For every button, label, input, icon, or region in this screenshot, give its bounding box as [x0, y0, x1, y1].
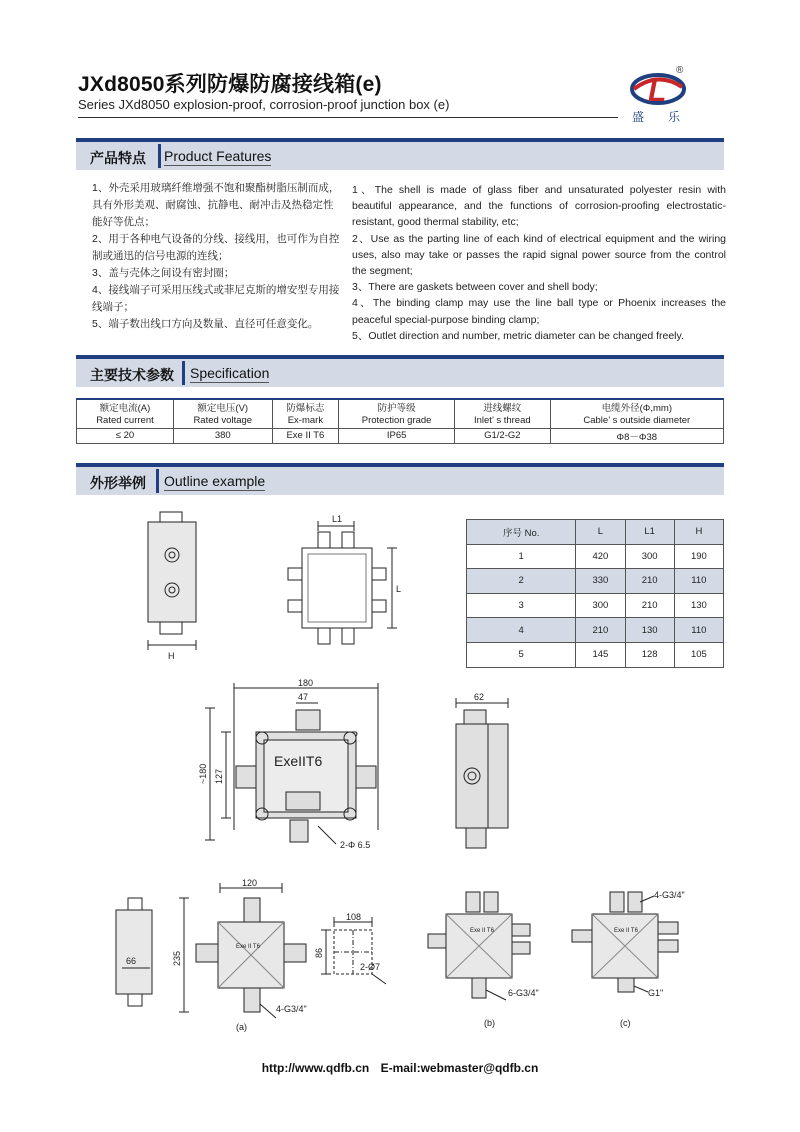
drawing-side-view-1	[148, 512, 196, 650]
feature-cn-item: 2、用于各种电气设备的分线、接线用，也可作为自控制或通迅的信号电源的连线；	[92, 233, 340, 262]
footer-email-link[interactable]: E-mail:webmaster@qdfb.cn	[380, 1061, 539, 1075]
dims-cell: 105	[674, 642, 723, 667]
feature-en-item: 1、The shell is made of glass fiber and unsaturated polyester resin with beautiful appearance, and the functions of corrosion-proofing electrostatic-resistant, good thermal stability, etc;	[352, 184, 726, 229]
exmark-label: Exe II T6	[236, 944, 260, 950]
dim-label: L1	[332, 514, 343, 524]
spec-header-cell: 防护等级	[339, 399, 455, 414]
dims-cell: 3	[467, 593, 576, 618]
spec-en-label: Specification	[190, 365, 270, 381]
outline-section-bar	[76, 463, 724, 495]
feature-en-item: 5、Outlet direction and number, metric diameter can be changed freely.	[352, 329, 684, 342]
dim-label: 4-G3/4"	[654, 890, 685, 900]
section-divider	[182, 361, 185, 385]
spec-header-cell: 电缆外径(Φ,mm)	[550, 399, 723, 414]
spec-header-en-row	[77, 414, 724, 428]
logo-mark: L	[648, 75, 667, 108]
dim-label: 120	[242, 878, 258, 888]
feature-cn-item: 1、外壳采用玻璃纤维增强不饱和聚酯树脂压制而成，具有外形美观、耐腐蚀、抗静电、耐冲击及热稳定性能好等优点；	[92, 182, 340, 228]
dims-cell: 420	[576, 544, 625, 569]
logo-text-2: 乐	[668, 110, 681, 124]
features-cn-list	[92, 180, 342, 333]
dims-cell: 4	[467, 618, 576, 643]
drawing-top-view-2	[288, 521, 397, 644]
dims-cell: 190	[674, 544, 723, 569]
dim-label: 2-Φ 6.5	[340, 840, 371, 850]
drawing-b	[428, 892, 530, 1000]
dims-cell: 300	[625, 544, 674, 569]
spec-value-cell: G1/2-G2	[455, 428, 551, 443]
section-divider	[156, 469, 159, 493]
features-section-bar	[76, 138, 724, 170]
dims-cell: 130	[625, 618, 674, 643]
page-title: JXd8050系列防爆防腐接线箱(e)	[78, 73, 382, 96]
dims-cell: 210	[576, 618, 625, 643]
dim-label: G1"	[648, 988, 664, 998]
features-en-list	[352, 182, 726, 344]
dims-header-cell: 序号 No.	[467, 520, 576, 545]
exmark-label: ExeIIT6	[274, 753, 323, 769]
dims-cell: 110	[674, 618, 723, 643]
spec-value-cell: ≤ 20	[77, 428, 174, 443]
spec-value-cell: IP65	[339, 428, 455, 443]
logo-registered-mark: ®	[676, 65, 684, 76]
section-divider	[158, 144, 161, 168]
logo-text-1: 盛	[632, 110, 645, 124]
drawing-side-view-4	[456, 698, 508, 848]
outline-drawings	[0, 500, 800, 1040]
dim-label: 66	[126, 956, 137, 966]
features-cn-label: 产品特点	[90, 150, 146, 166]
feature-cn-item: 4、接线端子可采用压线式或菲尼克斯的增安型专用接线端子；	[92, 284, 340, 313]
drawing-caption: (a)	[236, 1022, 247, 1032]
spec-header-cell: Inlet’ s thread	[455, 414, 551, 428]
dim-label: 6-G3/4"	[508, 988, 539, 998]
spec-header-cell: Rated current	[77, 414, 174, 428]
dim-label: ~180	[198, 763, 208, 784]
dim-label: 2-Ø7	[360, 962, 381, 972]
dims-cell: 5	[467, 642, 576, 667]
dim-label: L	[396, 584, 402, 594]
spec-cn-label: 主要技术参数	[90, 367, 174, 383]
dims-header-cell: H	[674, 520, 723, 545]
specification-section-bar	[76, 355, 724, 387]
feature-en-item: 2、Use as the parting line of each kind of electrical equipment and the wiring uses, also may take or passes the rapid signal power source from the control the segment;	[352, 232, 726, 278]
drawing-a	[116, 883, 386, 1018]
spec-header-cell: 进线螺纹	[455, 399, 551, 414]
exmark-label: Exe II T6	[470, 928, 494, 934]
drawing-caption: (b)	[484, 1018, 495, 1028]
dim-label: 62	[474, 692, 485, 702]
dims-header-cell: L1	[625, 520, 674, 545]
feature-cn-item: 5、端子数出线口方向及数量、直径可任意变化。	[92, 318, 319, 330]
drawing-caption: (c)	[620, 1018, 631, 1028]
dims-cell: 1	[467, 544, 576, 569]
drawing-c	[572, 892, 678, 992]
dims-cell: 130	[674, 593, 723, 618]
dim-label: H	[168, 651, 175, 661]
spec-header-cell: 额定电流(A)	[77, 399, 174, 414]
spec-header-cell: Rated voltage	[173, 414, 272, 428]
dims-cell: 2	[467, 569, 576, 594]
spec-value-row	[77, 428, 724, 443]
feature-cn-item: 3、盖与壳体之间设有密封圈；	[92, 267, 235, 279]
dim-label: 235	[172, 950, 182, 966]
page-subtitle: Series JXd8050 explosion-proof, corrosion-proof junction box (e)	[78, 97, 450, 112]
dim-label: 4-G3/4"	[276, 1004, 307, 1014]
dims-cell: 145	[576, 642, 625, 667]
dims-cell: 128	[625, 642, 674, 667]
title-rule	[78, 117, 618, 118]
footer	[0, 1061, 800, 1075]
exmark-label: Exe II T6	[614, 928, 638, 934]
spec-table	[76, 398, 724, 444]
spec-value-cell: Φ8－Φ38	[550, 428, 723, 443]
dims-cell: 110	[674, 569, 723, 594]
spec-header-cell: 额定电压(V)	[173, 399, 272, 414]
dims-header-cell: L	[576, 520, 625, 545]
dims-cell: 330	[576, 569, 625, 594]
feature-en-item: 3、There are gaskets between cover and shell body;	[352, 281, 598, 294]
outline-en-label: Outline example	[164, 473, 266, 489]
dims-cell: 210	[625, 593, 674, 618]
dims-cell: 300	[576, 593, 625, 618]
dim-label: 47	[298, 692, 309, 702]
features-en-label: Product Features	[164, 148, 272, 164]
spec-value-cell: 380	[173, 428, 272, 443]
spec-header-cell: Protection grade	[339, 414, 455, 428]
dim-label: 180	[298, 678, 314, 688]
feature-en-item: 4、The binding clamp may use the line ball type or Phoenix increases the peaceful special-purpose binding clamp;	[352, 297, 726, 326]
spec-header-cn-row	[77, 399, 724, 414]
spec-value-cell: Exe II T6	[272, 428, 339, 443]
spec-header-cell: 防爆标志	[272, 399, 339, 414]
footer-url-link[interactable]: http://www.qdfb.cn	[261, 1061, 370, 1075]
dim-label: 108	[346, 912, 362, 922]
outline-cn-label: 外形举例	[90, 475, 146, 491]
dim-label: 86	[314, 947, 324, 958]
dim-label: 127	[214, 768, 224, 784]
spec-header-cell: Cable’ s outside diameter	[550, 414, 723, 428]
spec-header-cell: Ex-mark	[272, 414, 339, 428]
dims-cell: 210	[625, 569, 674, 594]
